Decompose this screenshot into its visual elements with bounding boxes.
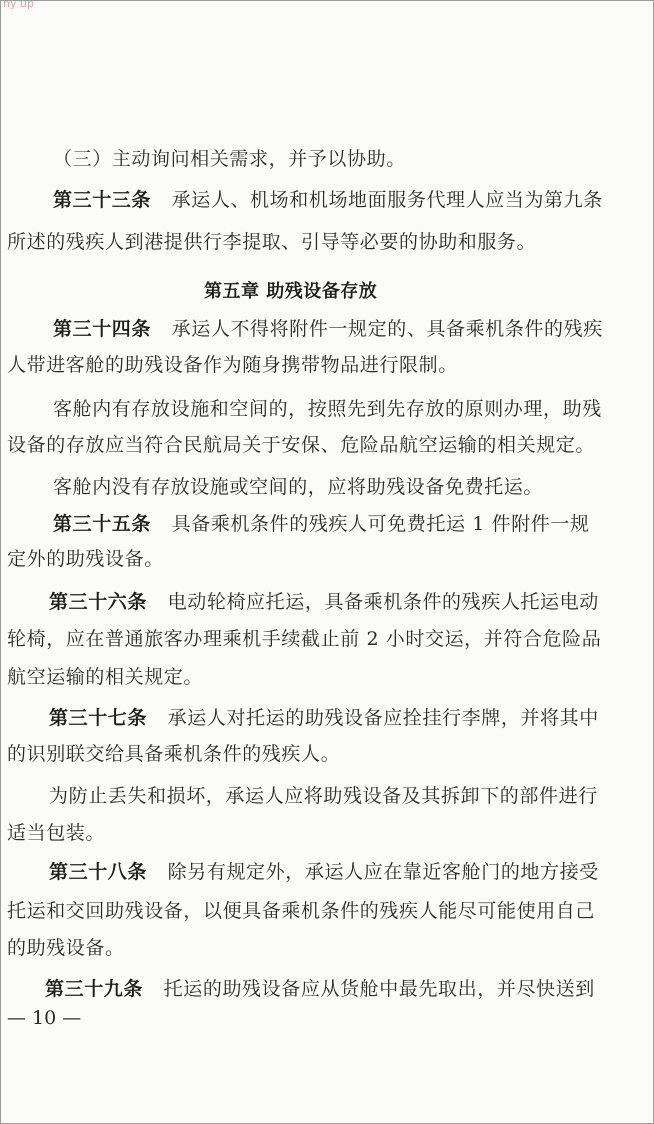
chapter-heading: 第五章 助残设备存放: [204, 281, 378, 302]
article-39-line: [45, 977, 595, 1001]
paragraph-line: 所述的残疾人到港提供行李提取、引导等必要的协助和服务。: [7, 231, 537, 253]
header-mark: ny up: [3, 0, 34, 10]
article-35-text: 具备乘机条件的残疾人可免费托运 1 件附件一规: [171, 513, 590, 535]
article-33-line: [53, 188, 603, 212]
article-39-label: 第三十九条: [45, 978, 144, 1000]
article-37-line: [49, 706, 599, 730]
article-38-line: [49, 860, 599, 884]
paragraph-line: 人带进客舱的助残设备作为随身携带物品进行限制。: [7, 354, 458, 376]
article-37-text: 承运人对托运的助残设备应拴挂行李牌，并将其中: [167, 707, 599, 729]
article-34-line: [53, 317, 603, 341]
paragraph-line: 航空运输的相关规定。: [7, 666, 204, 688]
paragraph-line: 客舱内有存放设施和空间的，按照先到先存放的原则办理，助残: [53, 398, 602, 420]
paragraph-line: 适当包装。: [7, 822, 106, 844]
article-36-text: 电动轮椅应托运，具备乘机条件的残疾人托运电动: [167, 591, 599, 613]
paragraph-line: （三）主动询问相关需求，并予以协助。: [53, 148, 406, 170]
paragraph-line: 客舱内没有存放设施或空间的，应将助残设备免费托运。: [53, 476, 544, 498]
article-36-label: 第三十六条: [49, 591, 148, 613]
paragraph-line: 定外的助残设备。: [7, 548, 164, 570]
article-33-label: 第三十三条: [53, 189, 152, 211]
paragraph-line: 托运和交回助残设备，以便具备乘机条件的残疾人能尽可能使用自己: [7, 900, 596, 922]
article-35-label: 第三十五条: [53, 513, 152, 535]
paragraph-line: 轮椅，应在普通旅客办理乘机手续截止前 2 小时交运，并符合危险品: [7, 628, 602, 650]
article-33-text: 承运人、机场和机场地面服务代理人应当为第九条: [171, 189, 603, 211]
article-34-label: 第三十四条: [53, 318, 152, 340]
paragraph-line: 的识别联交给具备乘机条件的残疾人。: [7, 743, 341, 765]
article-38-text: 除另有规定外，承运人应在靠近客舱门的地方接受: [167, 861, 599, 883]
article-37-label: 第三十七条: [49, 707, 148, 729]
paragraph-line: 设备的存放应当符合民航局关于安保、危险品航空运输的相关规定。: [7, 434, 596, 456]
article-34-text: 承运人不得将附件一规定的、具备乘机条件的残疾: [171, 318, 603, 340]
paragraph-line: 的助残设备。: [7, 937, 125, 959]
article-36-line: [49, 590, 599, 614]
paragraph-line: 为防止丢失和损坏，承运人应将助残设备及其拆卸下的部件进行: [49, 785, 598, 807]
article-35-line: [53, 512, 590, 536]
article-38-label: 第三十八条: [49, 861, 148, 883]
article-39-text: 托运的助残设备应从货舱中最先取出，并尽快送到: [163, 978, 595, 1000]
page-number: — 10 —: [7, 1007, 82, 1029]
